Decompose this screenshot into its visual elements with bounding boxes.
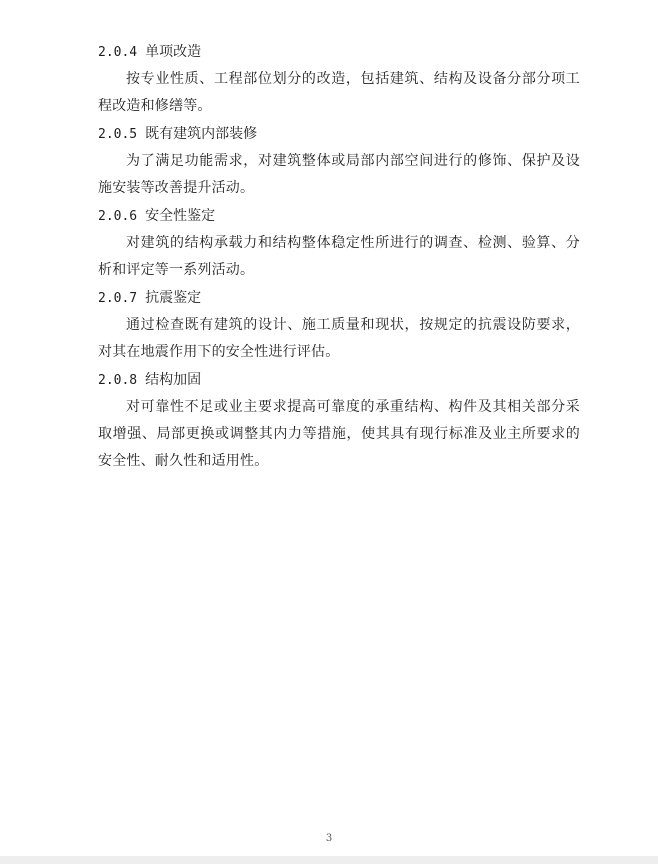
page-bottom-edge (0, 856, 658, 864)
section-heading (98, 284, 580, 312)
document-body (98, 38, 580, 475)
section-definition: 通过检查既有建筑的设计、施工质量和现状，按规定的抗震设防要求，对其在地震作用下的安全性进行评估。 (98, 317, 580, 360)
section-number: 2.0.7 (98, 291, 138, 306)
section-definition: 为了满足功能需求，对建筑整体或局部内部空间进行的修饰、保护及设施安装等改善提升活动。 (98, 153, 580, 196)
section-heading (98, 202, 580, 230)
page-number: 3 (325, 833, 333, 844)
section-heading (98, 38, 580, 66)
term-2-0-5 (98, 120, 580, 202)
section-definition: 对可靠性不足或业主要求提高可靠度的承重结构、构件及其相关部分采取增强、局部更换或调整其内力等措施，使其具有现行标准及业主所要求的安全性、耐久性和适用性。 (98, 399, 580, 469)
section-number: 2.0.5 (98, 127, 138, 142)
term-2-0-4 (98, 38, 580, 120)
section-number: 2.0.8 (98, 373, 138, 388)
section-title: 既有建筑内部装修 (145, 126, 258, 142)
section-title: 安全性鉴定 (145, 208, 216, 224)
section-definition: 对建筑的结构承载力和结构整体稳定性所进行的调查、检测、验算、分析和评定等一系列活动。 (98, 235, 580, 278)
section-number: 2.0.4 (98, 45, 138, 60)
section-number: 2.0.6 (98, 209, 138, 224)
section-title: 抗震鉴定 (145, 290, 202, 306)
section-title: 单项改造 (145, 44, 202, 60)
section-definition: 按专业性质、工程部位划分的改造，包括建筑、结构及设备分部分项工程改造和修缮等。 (98, 71, 580, 114)
term-2-0-8 (98, 366, 580, 475)
section-heading (98, 120, 580, 148)
section-heading (98, 366, 580, 394)
section-title: 结构加固 (145, 372, 202, 388)
term-2-0-7 (98, 284, 580, 366)
term-2-0-6 (98, 202, 580, 284)
